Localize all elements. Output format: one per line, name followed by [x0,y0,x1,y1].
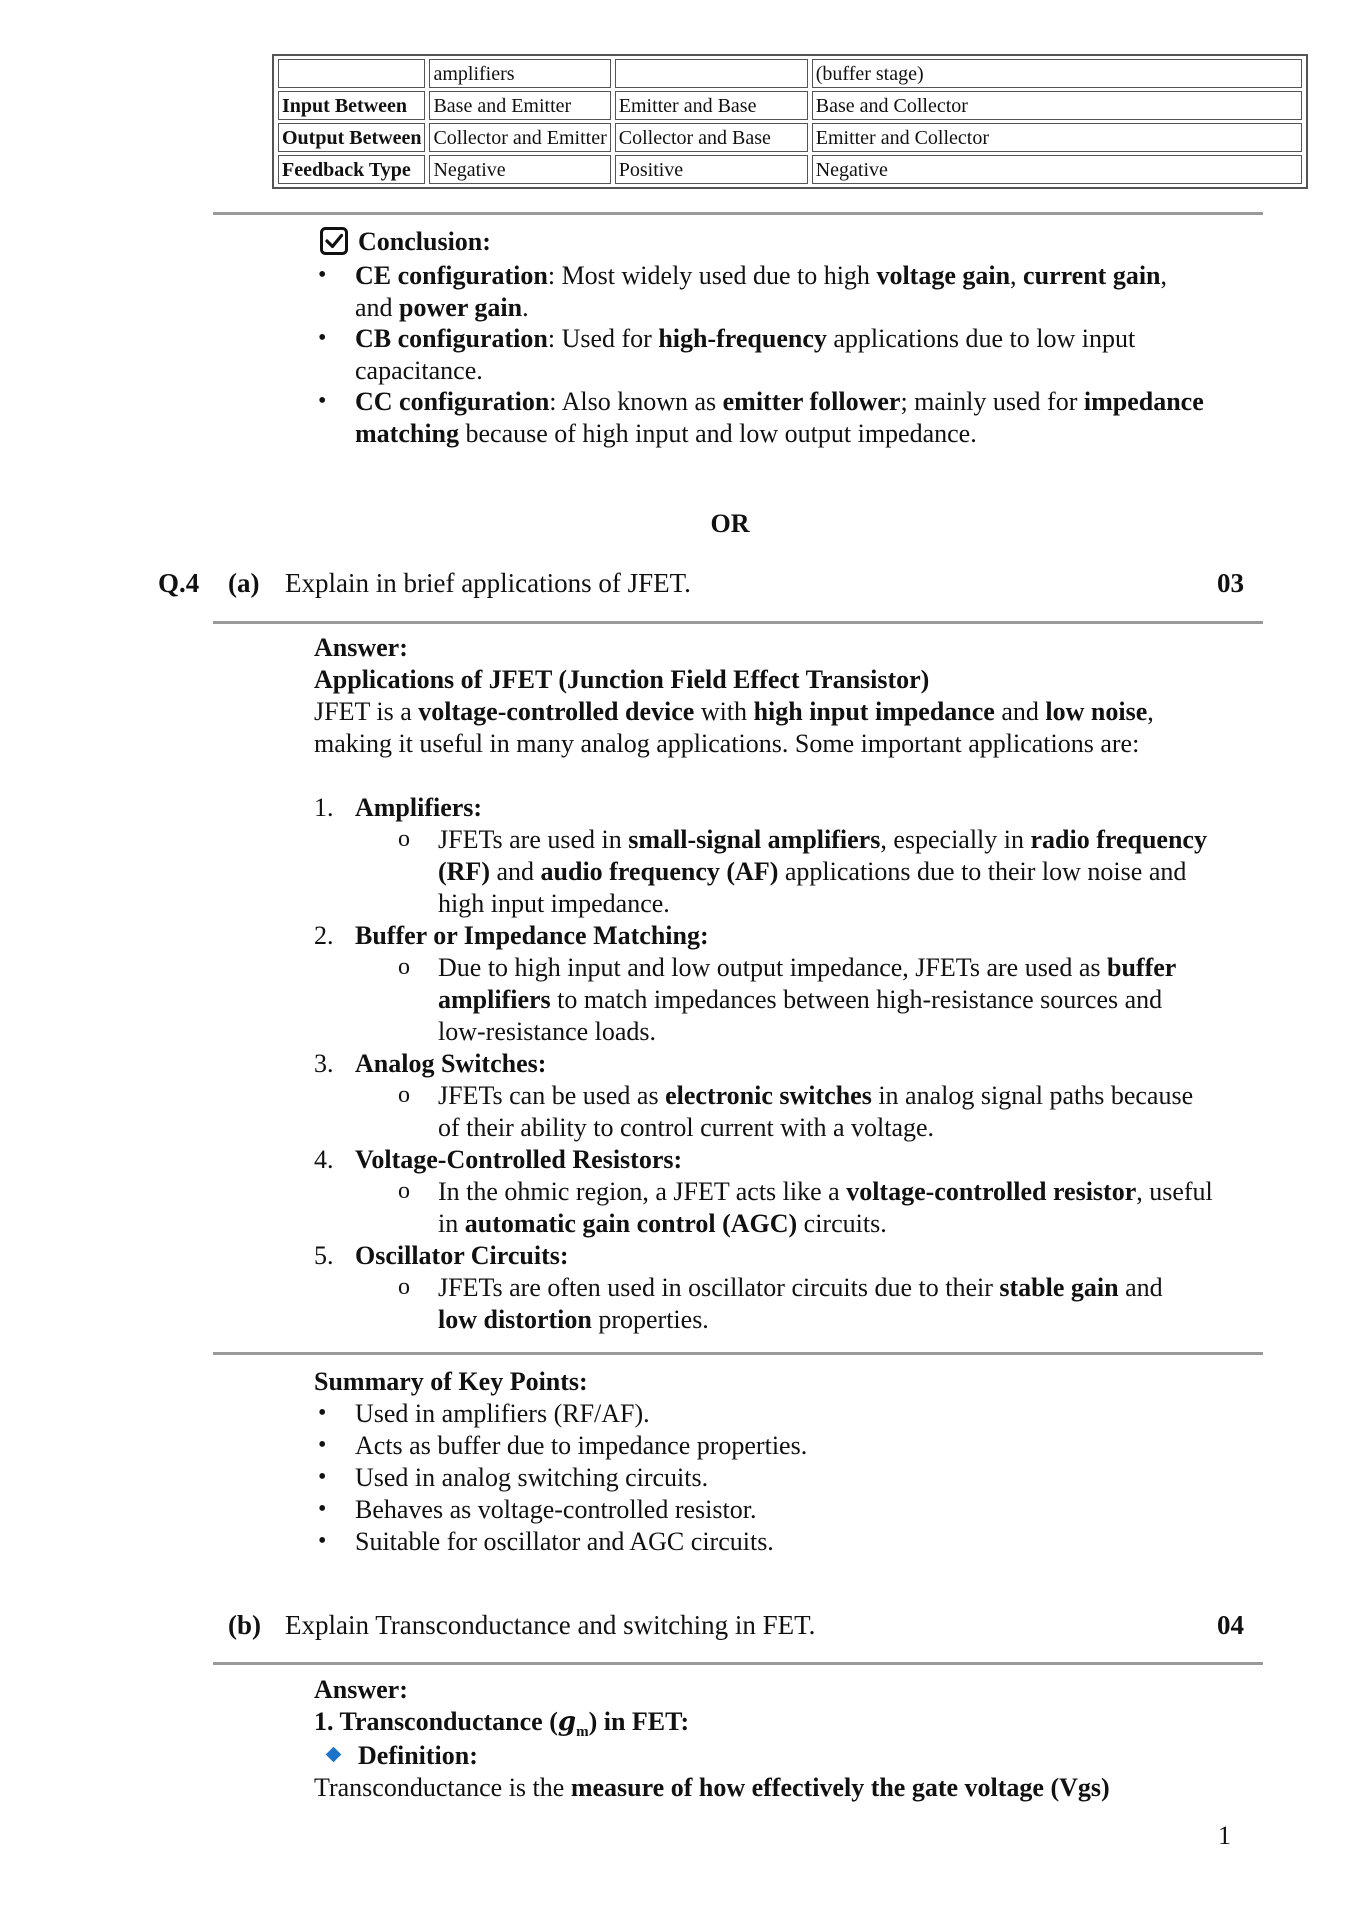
bold-text: electronic switches [665,1081,872,1110]
app-description [438,1176,1228,1240]
bold-text: automatic gain control (AGC) [464,1209,798,1238]
question-marks: 03 [1217,568,1244,598]
divider [213,621,1263,624]
summary-item: Acts as buffer due to impedance properties. [355,1431,808,1460]
summary-item: Behaves as voltage-controlled resistor. [355,1495,757,1524]
table-row [278,155,1302,184]
table-row-header: Input Between [278,91,425,120]
app-description [438,1272,1208,1336]
bullet-icon: • [318,262,327,288]
circle-bullet-icon: o [398,826,410,852]
table-row [278,59,1302,88]
answer-label: Answer: [314,633,408,662]
summary-item: Suitable for oscillator and AGC circuits. [355,1527,774,1556]
conclusion-item: CC configuration: Also known as emitter follower; mainly used for impedance matching because of high input and low output impedance. [355,387,1204,448]
summary-item: Used in amplifiers (RF/AF). [355,1399,650,1428]
bullet-icon: • [318,1528,327,1554]
table-cell: (buffer stage) [812,59,1302,88]
divider [213,212,1263,215]
bullet-icon: • [318,388,327,414]
answer-label: Answer: [314,1675,408,1704]
text-run: Due to high input and low output impedance, JFETs are used as [438,953,1108,982]
bold-text: radio frequency (RF) [438,825,1207,886]
comparison-table [272,54,1308,189]
bold-text: low distortion [438,1305,592,1334]
table-cell: Negative [812,155,1302,184]
text-run: JFETs are used in [438,825,629,854]
bold-text: buffer amplifiers [438,953,1176,1014]
text-run: , useful in [438,1177,1213,1238]
circle-bullet-icon: o [398,954,410,980]
text-run: JFETs can be used as [438,1081,666,1110]
list-number: 5. [314,1241,334,1270]
text-run: and [489,857,541,886]
bold-text: stable gain [999,1273,1119,1302]
table-cell: Emitter and Collector [812,123,1302,152]
table-cell: Base and Collector [812,91,1302,120]
question-part-label: (a) [228,568,260,598]
bullet-icon: • [318,1400,327,1426]
bold-text: voltage-controlled resistor [846,1177,1137,1206]
question-part-label: (b) [228,1610,261,1640]
table-cell: Collector and Emitter [429,123,610,152]
app-description [438,824,1208,920]
definition-text [314,1772,1214,1804]
table-cell [615,59,808,88]
summary-heading: Summary of Key Points: [314,1367,588,1396]
table-cell: amplifiers [429,59,610,88]
section-heading: 1. Transconductance $(g_m)$ in FET: [314,1707,690,1741]
bullet-icon: • [318,1432,327,1458]
table-cell [278,59,425,88]
or-separator: OR [710,509,750,538]
conclusion-heading: Conclusion: [358,227,491,256]
text-run: In the ohmic region, a JFET acts like a [438,1177,847,1206]
text-run: properties. [591,1305,709,1334]
list-number: 1. [314,793,334,822]
bullet-icon: • [318,325,327,351]
bold-text: measure of how effectively the gate voltage (Vgs) [570,1773,1110,1802]
table-row [278,123,1302,152]
app-description [438,1080,1208,1144]
definition-label: Definition: [358,1741,478,1770]
bullet-icon: • [318,1464,327,1490]
app-title: Amplifiers: [355,793,483,822]
bold-text: audio frequency (AF) [540,857,779,886]
checkbox-icon [319,226,349,256]
app-description [438,952,1208,1048]
circle-bullet-icon: o [398,1082,410,1108]
text-run: circuits. [797,1209,887,1238]
table-cell: Positive [615,155,808,184]
answer-title: Applications of JFET (Junction Field Effect Transistor) [314,665,930,694]
question-marks: 04 [1217,1610,1244,1640]
table-cell: Collector and Base [615,123,808,152]
circle-bullet-icon: o [398,1178,410,1204]
bullet-icon: • [318,1496,327,1522]
table-cell: Base and Emitter [429,91,610,120]
text-run: in analog signal paths because of their ability to control current with a voltage. [438,1081,1194,1142]
list-number: 2. [314,921,334,950]
table-row [278,91,1302,120]
text-run: to match impedances between high-resistance sources and low-resistance loads. [438,985,1163,1046]
app-title: Buffer or Impedance Matching: [355,921,709,950]
table-cell: Emitter and Base [615,91,808,120]
question-text: Explain Transconductance and switching in FET. [285,1610,816,1640]
divider [213,1662,1263,1665]
question-text: Explain in brief applications of JFET. [285,568,691,598]
summary-item: Used in analog switching circuits. [355,1463,709,1492]
table-cell: Negative [429,155,610,184]
text-run: applications due to their low noise and high input impedance. [438,857,1187,918]
table-row-header: Output Between [278,123,425,152]
conclusion-item: CB configuration: Used for high-frequency applications due to low input capacitance. [355,324,1136,385]
circle-bullet-icon: o [398,1274,410,1300]
answer-intro: JFET is a voltage-controlled device with high input impedance and low noise, making it useful in many analog applications. Some important applications are: [314,697,1154,758]
page-number: 1 [1218,1821,1231,1850]
app-title: Analog Switches: [355,1049,547,1078]
diamond-bullet-icon [326,1747,342,1763]
table-row-header: Feedback Type [278,155,425,184]
question-number: Q.4 [158,568,200,598]
conclusion-item: CE configuration: Most widely used due to high voltage gain, current gain, and power gain. [355,261,1167,322]
text-run: , especially in [880,825,1031,854]
text-run: Transconductance is the [314,1773,571,1802]
list-number: 4. [314,1145,334,1174]
app-title: Oscillator Circuits: [355,1241,569,1270]
divider [213,1352,1263,1355]
bold-text: small-signal amplifiers [628,825,881,854]
list-number: 3. [314,1049,334,1078]
app-title: Voltage-Controlled Resistors: [355,1145,683,1174]
text-run: JFETs are often used in oscillator circuits due to their [438,1273,1000,1302]
text-run: and [1118,1273,1163,1302]
